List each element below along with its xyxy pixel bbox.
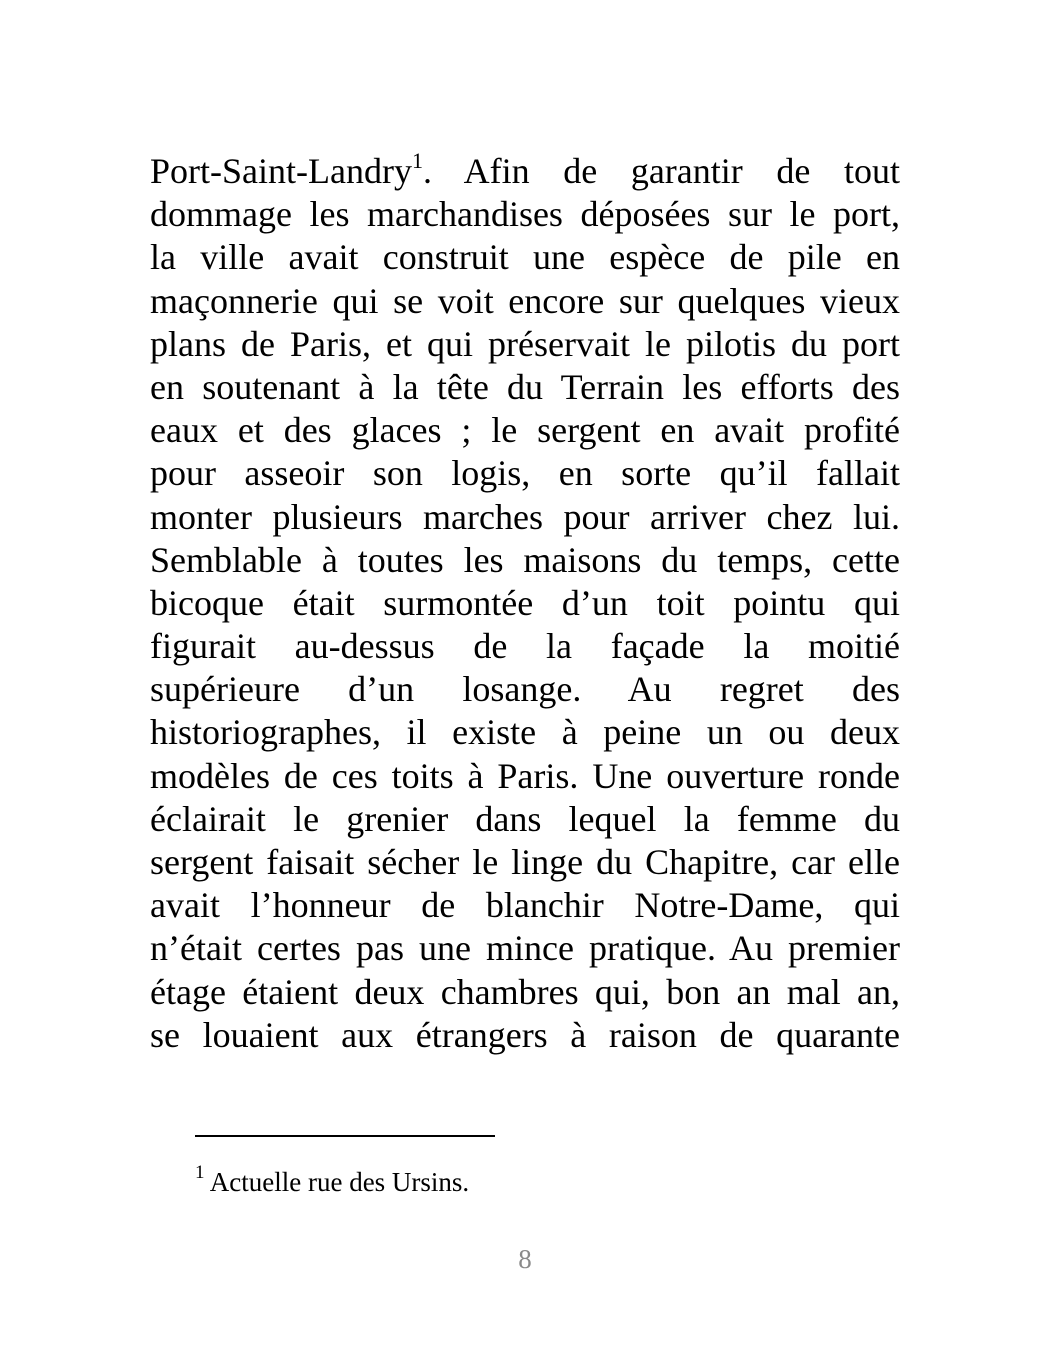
- text-line: avait l’honneur de blanchir Notre-Dame, qui: [150, 885, 900, 926]
- footnote-marker: 1: [195, 1162, 205, 1183]
- text-line: [150, 150, 900, 193]
- text-line: monter plusieurs marches pour arriver chez lui.: [150, 496, 900, 537]
- text-line: maçonnerie qui se voit encore sur quelques vieux: [150, 280, 900, 321]
- body-text: [150, 150, 900, 1057]
- footnote: [195, 1164, 469, 1200]
- footnote-separator: [195, 1135, 495, 1137]
- text-line: en soutenant à la tête du Terrain les efforts des: [150, 366, 900, 407]
- text-line: figurait au-dessus de la façade la moitié: [150, 626, 900, 667]
- text-line: dommage les marchandises déposées sur le port,: [150, 194, 900, 235]
- footnote-text: Actuelle rue des Ursins.: [204, 1167, 470, 1197]
- text-line: n’était certes pas une mince pratique. Au premier: [150, 928, 900, 969]
- text-line: se louaient aux étrangers à raison de quarante: [150, 1014, 900, 1055]
- text-line: eaux et des glaces ; le sergent en avait profité: [150, 410, 900, 451]
- text-fragment: Port-Saint-Landry: [150, 151, 412, 191]
- text-line: éclairait le grenier dans lequel la femme du: [150, 798, 900, 839]
- text-line: sergent faisait sécher le linge du Chapitre, car elle: [150, 842, 900, 882]
- text-line: plans de Paris, et qui préservait le pilotis du port: [150, 323, 900, 364]
- page-number: 8: [518, 1244, 532, 1274]
- text-line: historiographes, il existe à peine un ou deux: [150, 712, 900, 753]
- text-line: modèles de ces toits à Paris. Une ouverture ronde: [150, 755, 900, 796]
- text-line: Semblable à toutes les maisons du temps, cette: [150, 539, 900, 580]
- text-line: bicoque était surmontée d’un toit pointu qui: [150, 582, 900, 623]
- text-line: la ville avait construit une espèce de pile en: [150, 237, 900, 278]
- text-line: supérieure d’un losange. Au regret des: [150, 669, 900, 710]
- text-line: pour asseoir son logis, en sorte qu’il fallait: [150, 453, 900, 494]
- text-line: étage étaient deux chambres qui, bon an mal an,: [150, 971, 900, 1012]
- text-fragment: . Afin de garantir de tout: [422, 151, 900, 191]
- footnote-reference: 1: [411, 148, 423, 173]
